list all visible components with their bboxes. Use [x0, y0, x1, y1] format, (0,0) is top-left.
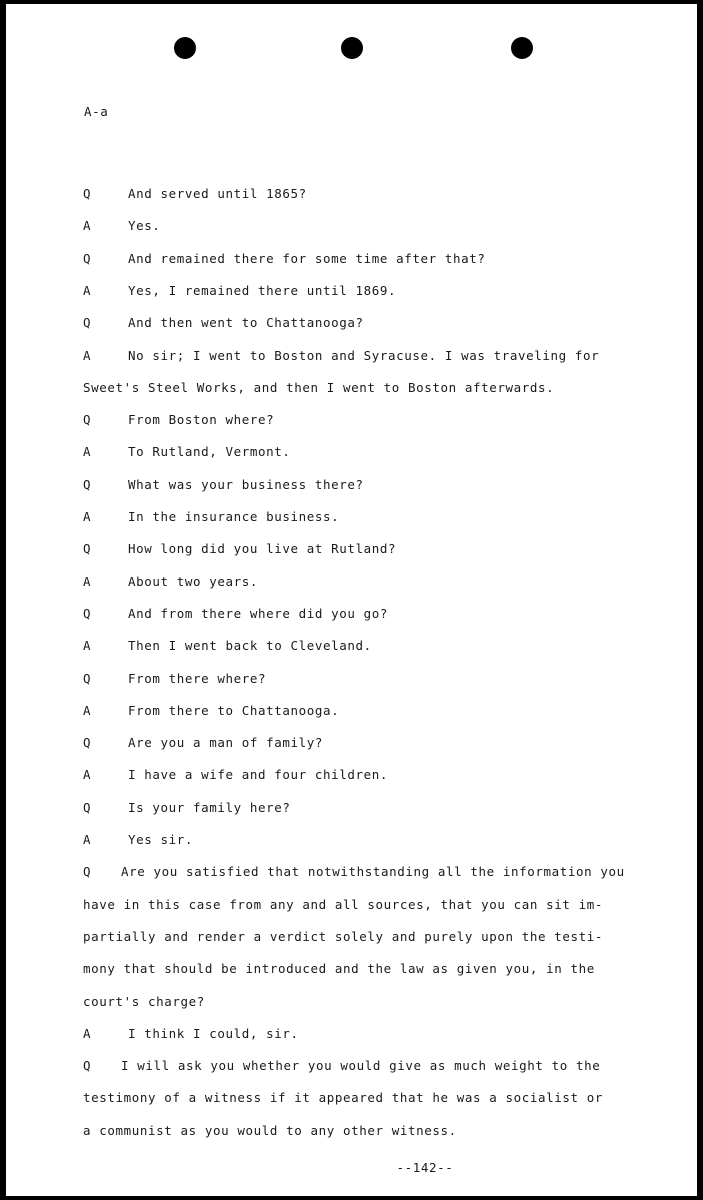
- question-continuation-line: [6, 1088, 697, 1108]
- speaker-label: Q: [83, 1058, 92, 1074]
- punch-hole: [174, 37, 196, 59]
- answer-line: [6, 636, 697, 656]
- question-line: [6, 604, 697, 624]
- speaker-label: Q: [83, 735, 92, 751]
- answer-line: [6, 701, 697, 721]
- speaker-label: A: [83, 702, 92, 718]
- line-text: Yes, I remained there until 1869.: [128, 282, 397, 298]
- line-text: have in this case from any and all sources, that you can sit im-: [83, 896, 604, 912]
- line-text: About two years.: [128, 573, 259, 589]
- speaker-label: A: [83, 832, 92, 847]
- line-text: court's charge?: [83, 993, 205, 1009]
- line-text: No sir; I went to Boston and Syracuse. I was traveling for: [128, 347, 600, 363]
- line-text: partially and render a verdict solely and purely upon the testi-: [83, 928, 604, 944]
- speaker-label: Q: [83, 670, 92, 686]
- line-text: testimony of a witness if it appeared that he was a socialist or: [83, 1090, 604, 1106]
- answer-line: [6, 1024, 697, 1044]
- answer-line: [6, 442, 697, 462]
- transcript-page: [6, 4, 697, 1196]
- question-continuation-line: [6, 1121, 697, 1141]
- speaker-label: Q: [83, 250, 92, 266]
- speaker-label: Q: [83, 476, 92, 492]
- speaker-label: A: [83, 638, 92, 654]
- line-text: To Rutland, Vermont.: [128, 444, 291, 460]
- question-continuation-line: [6, 927, 697, 947]
- answer-line: [6, 216, 697, 236]
- question-line: [6, 798, 697, 818]
- speaker-label: Q: [83, 864, 92, 880]
- line-text: mony that should be introduced and the law as given you, in the: [83, 961, 595, 977]
- question-line: [6, 475, 697, 495]
- question-continuation-line: [6, 959, 697, 979]
- speaker-label: A: [83, 218, 92, 234]
- answer-line: [6, 830, 697, 850]
- question-continuation-line: [6, 895, 697, 915]
- page-number: [6, 1160, 697, 1175]
- speaker-label: A: [83, 767, 92, 783]
- line-text: Sweet's Steel Works, and then I went to Boston afterwards.: [83, 379, 555, 395]
- line-text: How long did you live at Rutland?: [128, 541, 397, 557]
- question-line: [6, 410, 697, 430]
- line-text: And remained there for some time after that?: [128, 250, 486, 266]
- punch-hole: [511, 37, 533, 59]
- question-line: [6, 733, 697, 753]
- line-text: a communist as you would to any other witness.: [83, 1122, 457, 1138]
- line-text: From there to Chattanooga.: [128, 702, 340, 718]
- answer-continuation-line: [6, 378, 697, 398]
- question-line: [6, 313, 697, 333]
- line-text: I will ask you whether you would give as much weight to the: [121, 1058, 601, 1074]
- line-text: I think I could, sir.: [128, 1025, 299, 1041]
- line-text: From there where?: [128, 670, 267, 686]
- page-header-label: A-a: [84, 104, 109, 119]
- line-text: Yes sir.: [128, 832, 194, 847]
- line-text: In the insurance business.: [128, 509, 340, 524]
- speaker-label: Q: [83, 412, 92, 428]
- punch-hole: [341, 37, 363, 59]
- answer-line: [6, 507, 697, 527]
- question-line: [6, 1056, 697, 1076]
- speaker-label: A: [83, 509, 92, 524]
- answer-line: [6, 572, 697, 592]
- question-line: [6, 862, 697, 882]
- line-text: What was your business there?: [128, 476, 364, 492]
- line-text: I have a wife and four children.: [128, 767, 389, 783]
- speaker-label: Q: [83, 799, 92, 815]
- page-number-text: --142--: [396, 1160, 454, 1175]
- answer-line: [6, 281, 697, 301]
- speaker-label: A: [83, 573, 92, 589]
- line-text: Is your family here?: [128, 799, 291, 815]
- question-line: [6, 249, 697, 269]
- speaker-label: A: [83, 444, 92, 460]
- question-line: [6, 539, 697, 559]
- line-text: Are you satisfied that notwithstanding all the information you: [121, 864, 625, 880]
- speaker-label: A: [83, 1025, 92, 1041]
- line-text: And then went to Chattanooga?: [128, 315, 364, 331]
- line-text: Are you a man of family?: [128, 735, 324, 751]
- question-line: [6, 669, 697, 689]
- answer-line: [6, 346, 697, 366]
- question-line: [6, 184, 697, 204]
- line-text: Then I went back to Cleveland.: [128, 638, 372, 654]
- line-text: From Boston where?: [128, 412, 275, 428]
- line-text: And from there where did you go?: [128, 605, 389, 621]
- speaker-label: Q: [83, 315, 92, 331]
- speaker-label: Q: [83, 605, 92, 621]
- question-continuation-line: [6, 992, 697, 1012]
- speaker-label: A: [83, 347, 92, 363]
- answer-line: [6, 765, 697, 785]
- speaker-label: Q: [83, 541, 92, 557]
- speaker-label: A: [83, 282, 92, 298]
- speaker-label: Q: [83, 186, 92, 201]
- line-text: And served until 1865?: [128, 186, 307, 201]
- line-text: Yes.: [128, 218, 161, 234]
